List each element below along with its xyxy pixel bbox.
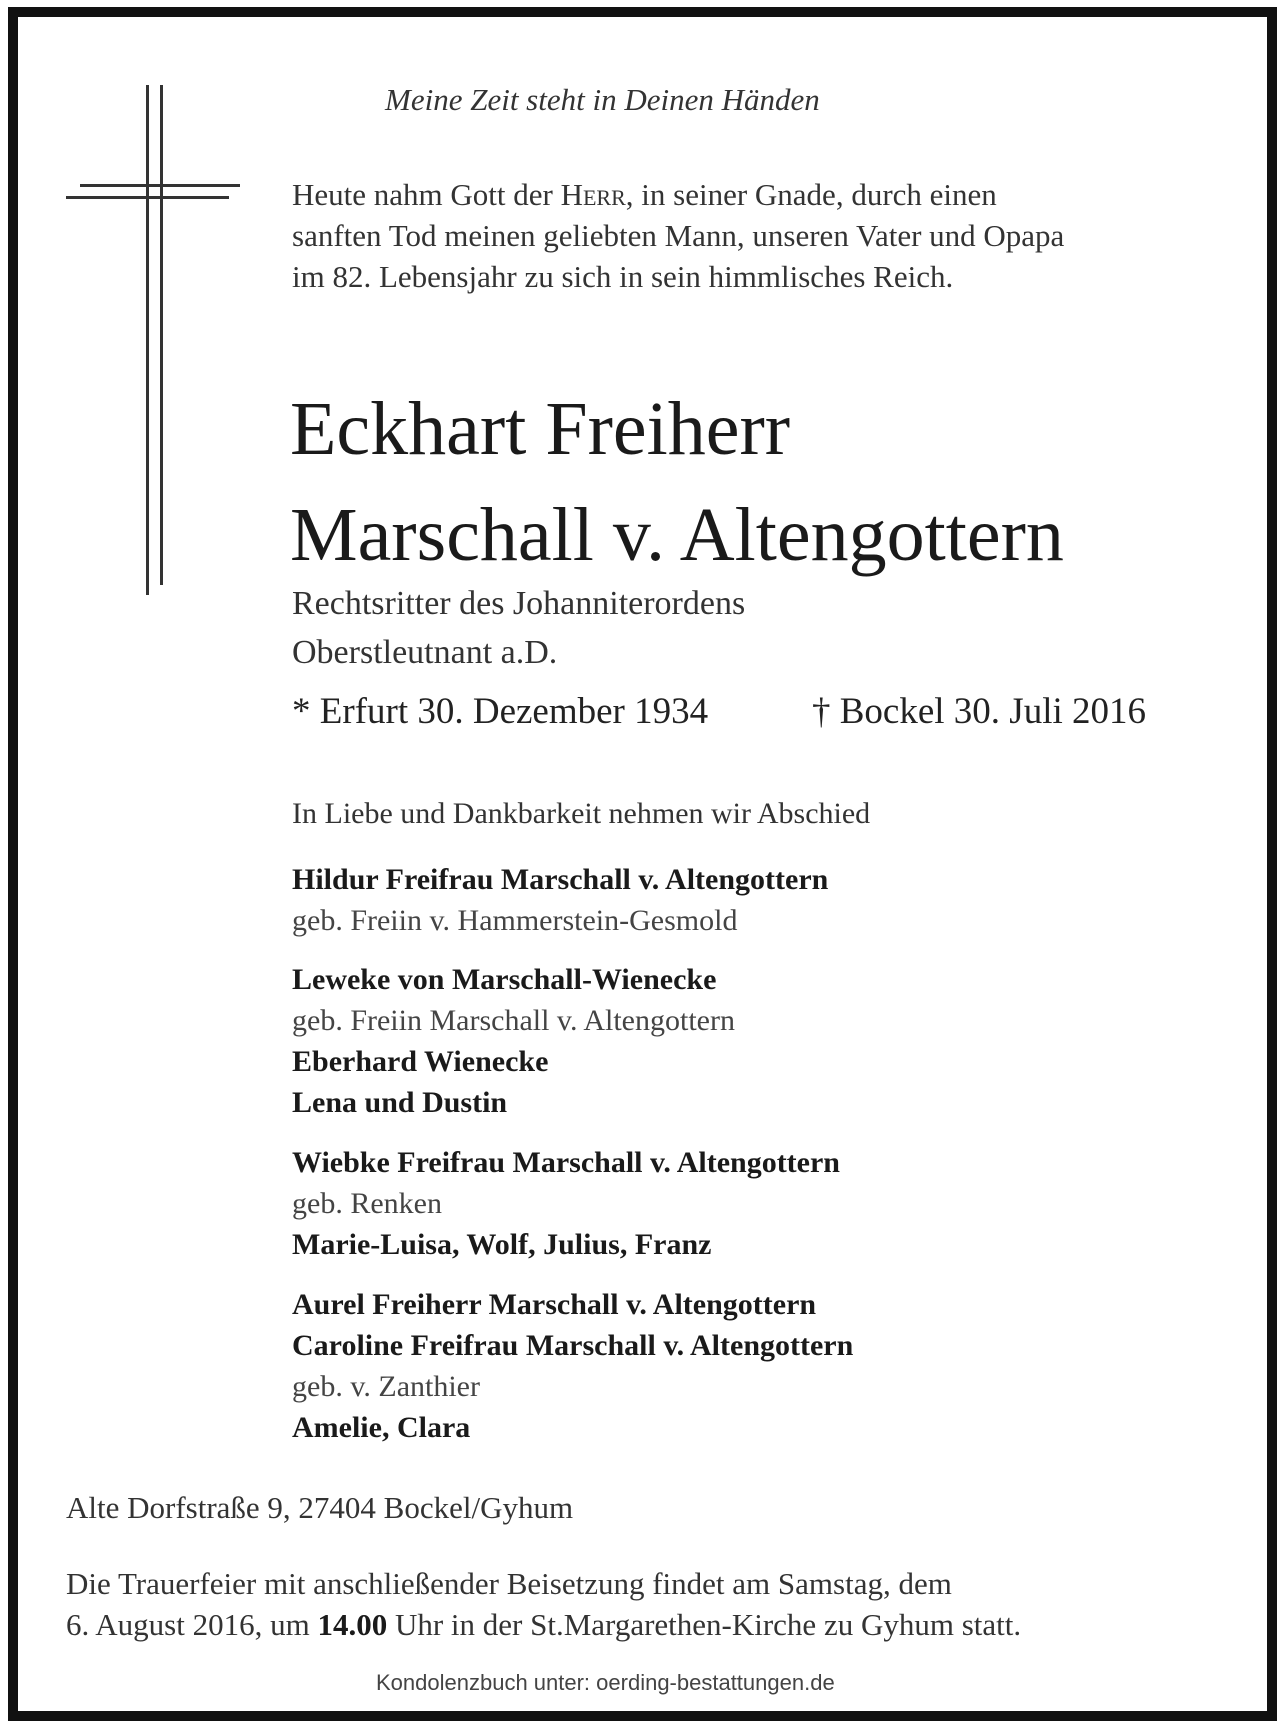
family-name: Wiebke Freifrau Marschall v. Altengottern: [292, 1146, 840, 1179]
intro-line-1: Heute nahm Gott der Herr, in seiner Gnade, durch einen: [292, 177, 997, 212]
family-group-4: [292, 1284, 853, 1448]
cross-icon-horizontal-2: [66, 196, 229, 199]
motto: Meine Zeit steht in Deinen Händen: [385, 82, 820, 117]
service-line-2: 6. August 2016, um 14.00 Uhr in der St.Margarethen-Kirche zu Gyhum statt.: [66, 1607, 1022, 1642]
service-info: [66, 1563, 1021, 1645]
family-maiden-name: geb. v. Zanthier: [292, 1370, 480, 1403]
life-dates: [292, 690, 1147, 733]
family-group-1: [292, 859, 828, 941]
cross-icon-horizontal-1: [80, 184, 240, 187]
service-line-1: Die Trauerfeier mit anschließender Beisetzung findet am Samstag, dem: [66, 1566, 952, 1601]
family-name: Hildur Freifrau Marschall v. Altengottern: [292, 863, 829, 896]
farewell-line: In Liebe und Dankbarkeit nehmen wir Abschied: [292, 797, 871, 830]
deceased-titles: [292, 579, 745, 677]
condolence-link[interactable]: Kondolenzbuch unter: oerding-bestattungen.de: [376, 1670, 835, 1695]
intro-text: [292, 174, 1064, 297]
herr-word: Herr: [560, 177, 626, 212]
name-line-2: Marschall v. Altengottern: [290, 493, 1064, 577]
family-group-2: [292, 959, 735, 1123]
title-2: Oberstleutnant a.D.: [292, 634, 558, 671]
cross-icon-vertical-2: [160, 85, 163, 585]
family-maiden-name: geb. Freiin v. Hammerstein-Gesmold: [292, 904, 738, 937]
family-name: Caroline Freifrau Marschall v. Altengottern: [292, 1329, 854, 1362]
family-name: Aurel Freiherr Marschall v. Altengottern: [292, 1288, 817, 1321]
family-maiden-name: geb. Freiin Marschall v. Altengottern: [292, 1004, 735, 1037]
family-group-3: [292, 1142, 840, 1265]
death-date: † Bockel 30. Juli 2016: [812, 691, 1147, 732]
family-name: Eberhard Wienecke: [292, 1045, 549, 1078]
birth-date: * Erfurt 30. Dezember 1934: [292, 691, 709, 732]
service-time: 14.00: [317, 1607, 388, 1642]
address: Alte Dorfstraße 9, 27404 Bockel/Gyhum: [66, 1490, 574, 1525]
family-name: Lena und Dustin: [292, 1086, 508, 1119]
cross-icon-vertical-1: [146, 85, 149, 595]
family-name: Marie-Luisa, Wolf, Julius, Franz: [292, 1228, 712, 1261]
family-name: Amelie, Clara: [292, 1411, 471, 1444]
deceased-name: [290, 376, 1064, 588]
family-name: Leweke von Marschall-Wienecke: [292, 963, 717, 996]
intro-line-2: sanften Tod meinen geliebten Mann, unseren Vater und Opapa: [292, 218, 1065, 253]
intro-line-3: im 82. Lebensjahr zu sich in sein himmlisches Reich.: [292, 259, 954, 294]
name-line-1: Eckhart Freiherr: [290, 387, 791, 471]
title-1: Rechtsritter des Johanniterordens: [292, 585, 746, 622]
family-maiden-name: geb. Renken: [292, 1187, 442, 1220]
